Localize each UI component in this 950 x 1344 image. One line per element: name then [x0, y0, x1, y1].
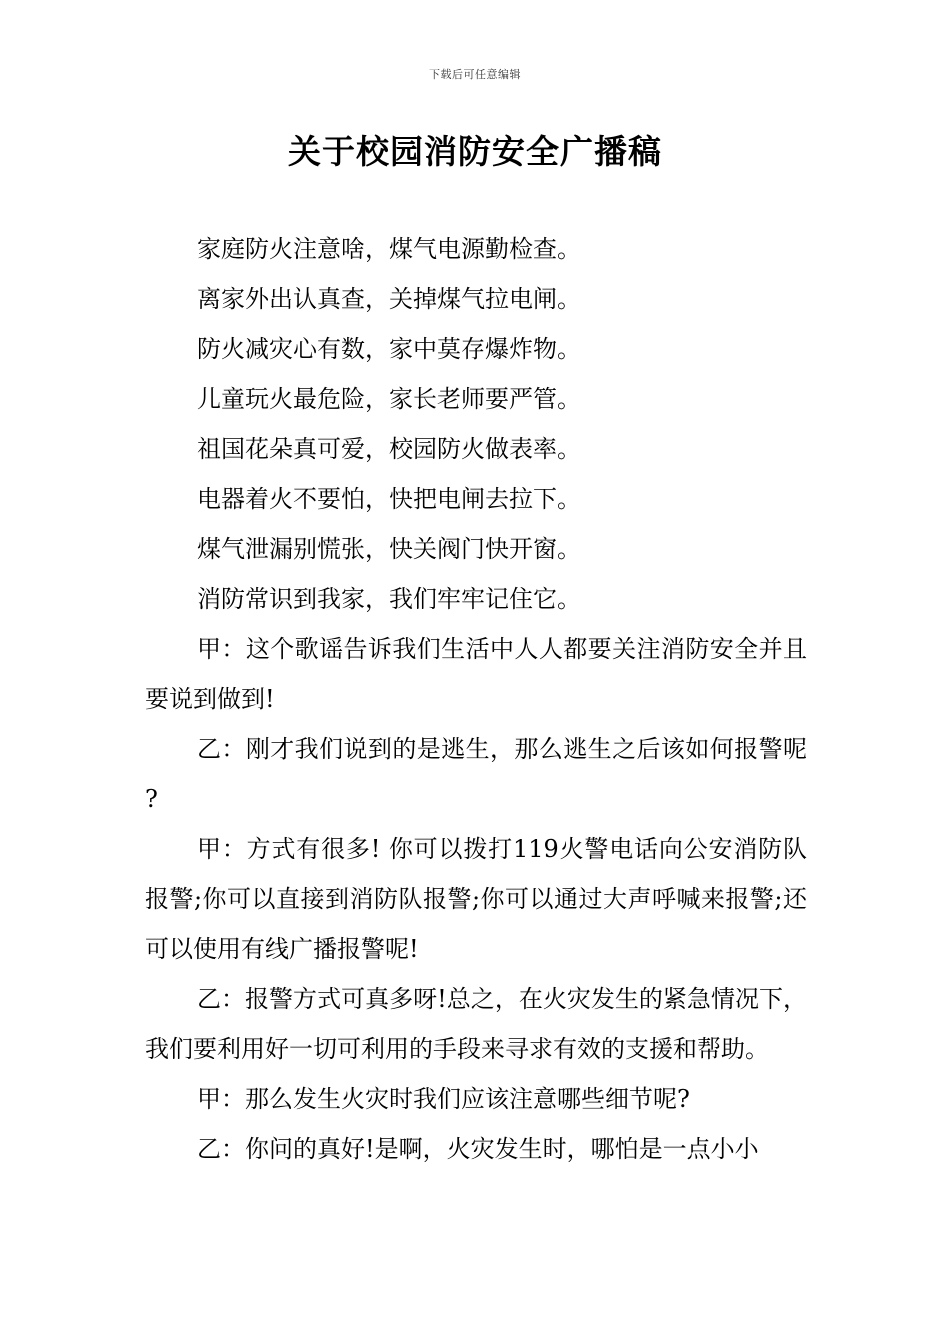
paragraph: 甲：那么发生火灾时我们应该注意哪些细节呢? [197, 1085, 690, 1113]
paragraph: 离家外出认真查，关掉煤气拉电闸。 [197, 285, 581, 313]
document-body [145, 224, 807, 1174]
paragraph: 乙：刚才我们说到的是逃生，那么逃生之后该如何报警呢? [145, 735, 807, 813]
paragraph: 祖国花朵真可爱，校园防火做表率。 [197, 435, 581, 463]
paragraph: 防火减灾心有数，家中莫存爆炸物。 [197, 335, 581, 363]
paragraph: 家庭防火注意啥，煤气电源勤检查。 [197, 235, 581, 263]
paragraph: 儿童玩火最危险，家长老师要严管。 [197, 385, 581, 413]
header-note: 下载后可任意编辑 [429, 68, 521, 81]
paragraph: 甲：这个歌谣告诉我们生活中人人都要关注消防安全并且要说到做到! [145, 635, 807, 713]
paragraph: 消防常识到我家，我们牢牢记住它。 [197, 585, 581, 613]
paragraph: 乙：报警方式可真多呀!总之，在火灾发生的紧急情况下，我们要利用好一切可利用的手段来寻求有效的支援和帮助。 [145, 985, 807, 1063]
paragraph: 乙：你问的真好!是啊，火灾发生时，哪怕是一点小小 [197, 1135, 759, 1163]
paragraph: 煤气泄漏别慌张，快关阀门快开窗。 [197, 535, 581, 563]
document-title: 关于校园消防安全广播稿 [288, 132, 662, 171]
paragraph: 电器着火不要怕，快把电闸去拉下。 [197, 485, 581, 513]
paragraph: 甲：方式有很多! 你可以拨打119火警电话向公安消防队报警;你可以直接到消防队报警;你可以通过大声呼喊来报警;还可以使用有线广播报警呢! [145, 835, 807, 963]
